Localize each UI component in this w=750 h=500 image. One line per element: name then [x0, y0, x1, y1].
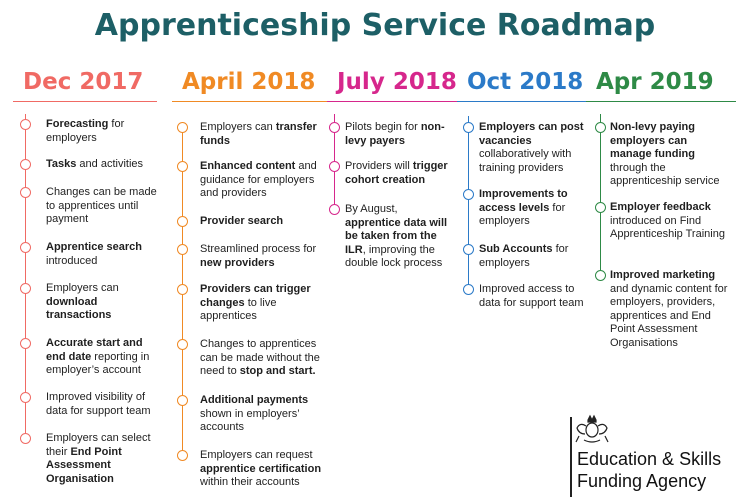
- milestone-text-bold: Non-levy paying employers can manage funding: [610, 121, 695, 160]
- milestone-text-bold: Accurate start and end date: [46, 337, 143, 363]
- milestone-item: [479, 121, 587, 175]
- milestone-text: Providers will: [345, 160, 413, 172]
- milestone-dot: [20, 119, 31, 130]
- milestone-text-bold: download transactions: [46, 295, 112, 321]
- milestone-dot: [20, 392, 31, 403]
- milestone-item: [200, 243, 328, 270]
- milestone-dot: [20, 433, 31, 444]
- milestone-text-bold: stop and start.: [239, 365, 316, 377]
- column-dec2017: [13, 64, 157, 494]
- column-heading: July 2018: [327, 64, 457, 102]
- milestone-text: Employers can select their: [46, 432, 151, 458]
- milestone-item: [46, 282, 158, 323]
- milestone-text: Changes to apprentices can be made without the need to: [200, 338, 320, 377]
- milestone-dot: [20, 159, 31, 170]
- milestone-text-bold: Improved marketing: [610, 269, 716, 281]
- milestone-text-bold: trigger cohort creation: [345, 160, 448, 186]
- milestone-item: [200, 449, 328, 490]
- milestone-text-bold: Additional payments: [200, 394, 309, 406]
- milestone-text-bold: apprentice certification: [200, 462, 322, 475]
- milestone-text: Employers can request: [200, 449, 313, 461]
- milestone-dot: [329, 204, 340, 215]
- milestone-text: for employers: [46, 118, 125, 144]
- milestone-dot: [177, 284, 188, 295]
- milestone-text: introduced on Find Apprenticeship Training: [610, 214, 725, 240]
- milestone-text-bold: non-levy payers: [345, 121, 445, 147]
- milestone-text-bold: Forecasting: [46, 118, 109, 130]
- milestone-item: [46, 337, 158, 378]
- milestone-text-bold: Providers can trigger changes: [200, 283, 311, 309]
- milestone-dot: [177, 244, 188, 255]
- logo-text: [577, 448, 721, 492]
- milestone-dot: [177, 161, 188, 172]
- milestone-dot: [595, 202, 606, 213]
- milestone-text: within their accounts: [200, 476, 300, 488]
- milestone-text: Changes can be made to apprentices until payment: [46, 186, 157, 225]
- milestone-dot: [20, 242, 31, 253]
- milestone-text-bold: Improvements to access levels: [479, 188, 568, 214]
- milestone-text-bold: transfer funds: [200, 121, 317, 147]
- milestone-dot: [463, 122, 474, 133]
- milestone-text: collaboratively with training providers: [479, 148, 572, 174]
- milestone-item: [46, 158, 158, 172]
- milestone-item: [345, 121, 455, 148]
- milestone-text: Improved access to data for support team: [479, 283, 584, 309]
- milestone-text-bold: Provider search: [200, 215, 284, 227]
- milestone-text: through the apprenticeship service: [610, 161, 720, 187]
- milestone-text-bold: End Point Assessment Organisation: [46, 445, 122, 485]
- milestone-item: [46, 118, 158, 145]
- milestone-text: for employers: [479, 243, 569, 269]
- column-apr2018: [172, 64, 327, 494]
- milestone-dot: [329, 161, 340, 172]
- milestone-item: [479, 243, 587, 270]
- milestone-text: reporting in employer’s account: [46, 350, 150, 376]
- milestone-text-bold: Tasks: [46, 158, 77, 170]
- milestone-item: [479, 283, 587, 310]
- milestone-dot: [177, 339, 188, 350]
- milestone-text: and guidance for employers and providers: [200, 160, 317, 199]
- milestone-text: , improving the double lock process: [345, 243, 443, 269]
- milestone-text: for employers: [479, 201, 566, 227]
- column-heading: Dec 2017: [13, 64, 157, 102]
- milestone-item: [200, 394, 328, 435]
- column-heading: April 2018: [172, 64, 327, 102]
- milestone-text-bold: new providers: [200, 256, 275, 269]
- esfa-logo: [570, 412, 748, 498]
- column-heading: Oct 2018: [457, 64, 587, 102]
- milestone-text-bold: Sub Accounts: [479, 243, 553, 255]
- logo-divider: [570, 417, 572, 497]
- milestone-dot: [463, 284, 474, 295]
- milestone-text-bold: Enhanced content: [200, 160, 296, 172]
- milestone-dot: [329, 122, 340, 133]
- milestone-dot: [20, 283, 31, 294]
- milestone-item: [200, 338, 328, 379]
- milestone-item: [46, 186, 158, 227]
- milestone-item: [610, 201, 730, 242]
- milestone-dot: [463, 189, 474, 200]
- milestone-item: [46, 391, 158, 418]
- timeline-line: [468, 116, 469, 288]
- milestone-text: Employers can: [46, 282, 119, 294]
- milestone-dot: [177, 395, 188, 406]
- milestone-item: [200, 121, 328, 148]
- logo-line-2: Funding Agency: [577, 471, 707, 491]
- royal-crest-icon: [570, 412, 614, 446]
- milestone-text: Employers can: [200, 121, 276, 133]
- milestone-text: By August,: [345, 203, 398, 215]
- milestone-text: Pilots begin for: [345, 121, 421, 133]
- milestone-text: and dynamic content for employers, providers, apprentices and End Point Assessment Organisations: [610, 282, 728, 349]
- milestone-dot: [20, 187, 31, 198]
- milestone-item: [200, 160, 328, 201]
- milestone-text: introduced: [46, 254, 98, 267]
- timeline-line: [600, 114, 601, 274]
- milestone-text: to live apprentices: [200, 296, 277, 322]
- milestone-text-bold: apprentice data will be taken from the ILR: [345, 216, 448, 256]
- milestone-dot: [20, 338, 31, 349]
- milestone-text: and activities: [76, 158, 144, 170]
- milestone-text-bold: Employers can post vacancies: [479, 121, 584, 147]
- milestone-item: [345, 203, 455, 271]
- milestone-item: [610, 121, 730, 189]
- milestone-item: [200, 283, 328, 324]
- milestone-item: [479, 188, 587, 229]
- milestone-dot: [595, 270, 606, 281]
- milestone-item: [200, 215, 328, 229]
- milestone-text-bold: Apprentice search: [46, 241, 142, 253]
- milestone-item: [46, 241, 158, 268]
- milestone-dot: [177, 450, 188, 461]
- column-heading: Apr 2019: [586, 64, 736, 102]
- milestone-item: [610, 269, 730, 350]
- milestone-text: Streamlined process for: [200, 243, 317, 255]
- milestone-item: [46, 432, 158, 486]
- milestone-text: shown in employers’ accounts: [200, 407, 300, 433]
- milestone-dot: [595, 122, 606, 133]
- milestone-text-bold: Employer feedback: [610, 201, 711, 213]
- column-oct2018: [457, 64, 587, 494]
- milestone-dot: [177, 216, 188, 227]
- milestone-dot: [463, 244, 474, 255]
- milestone-item: [345, 160, 455, 187]
- page-title: Apprenticeship Service Roadmap: [94, 8, 656, 43]
- milestone-dot: [177, 122, 188, 133]
- milestone-text: Improved visibility of data for support team: [46, 391, 151, 417]
- column-jul2018: [327, 64, 457, 494]
- logo-line-1: Education & Skills: [577, 449, 722, 469]
